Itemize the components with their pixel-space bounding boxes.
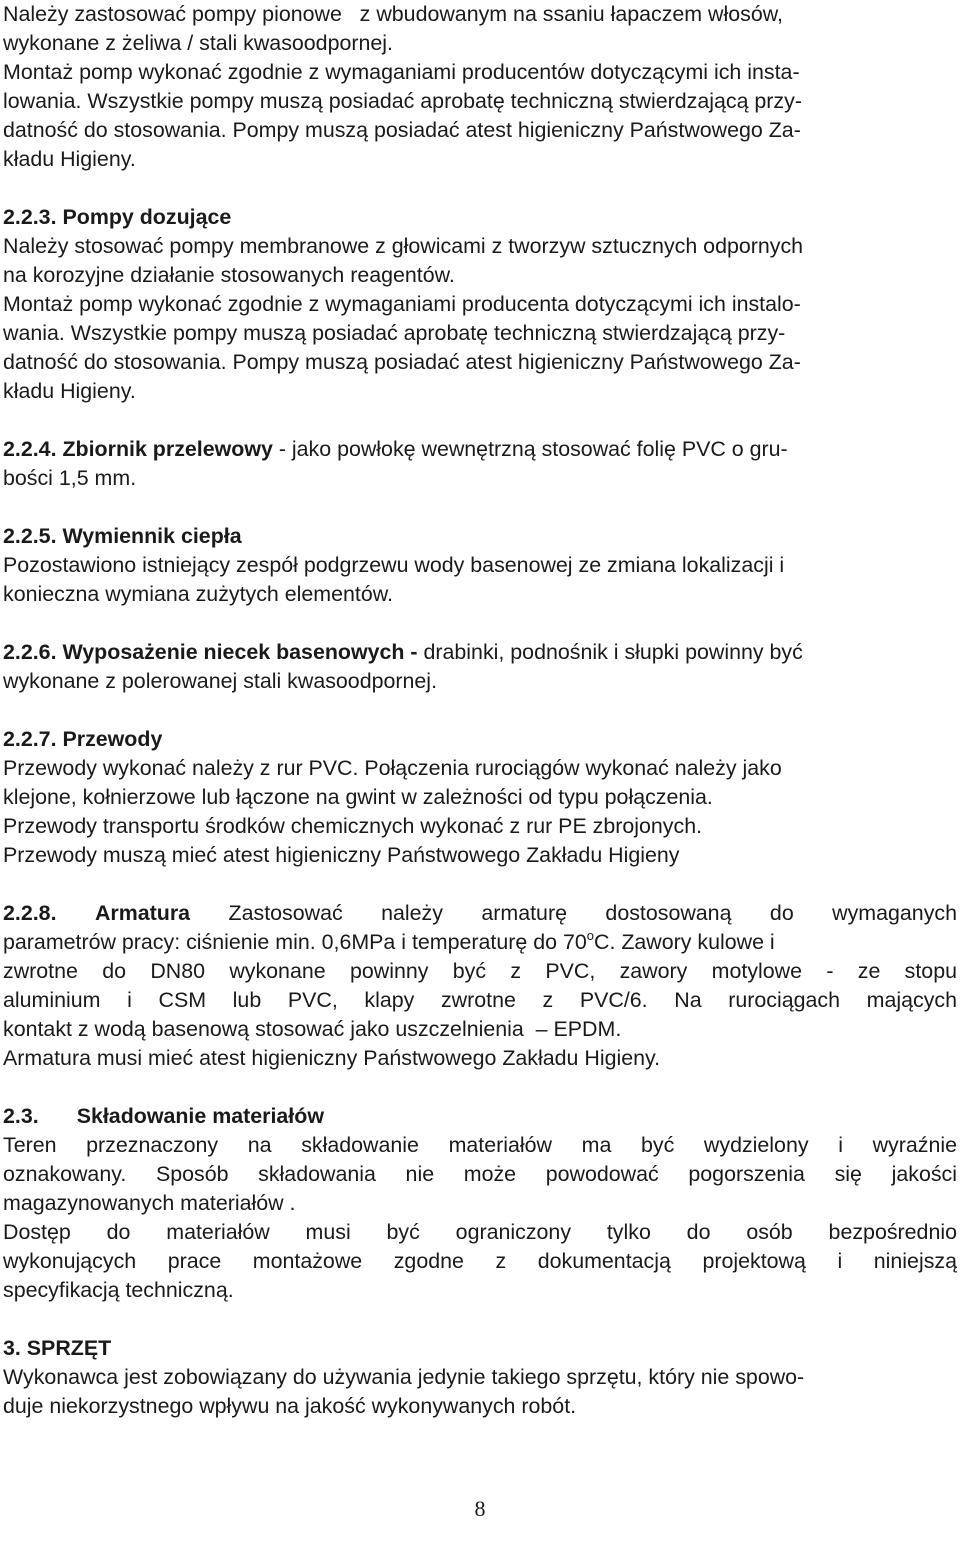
text-line: bości 1,5 mm. [3, 466, 137, 490]
section-heading [3, 522, 957, 551]
text-line: wania. Wszystkie pompy muszą posiadać aprobatę techniczną stwierdzającą przy- [3, 321, 786, 345]
section-heading [3, 203, 957, 232]
text-line: Montaż pomp wykonać zgodnie z wymaganiami producentów dotyczącymi ich insta- [3, 60, 800, 84]
text-run: C. Zawory kulowe i [594, 930, 775, 954]
text-line: Wykonawca jest zobowiązany do używania jedynie takiego sprzętu, który nie spowo- [3, 1365, 805, 1389]
section-2-2-7 [3, 725, 957, 870]
text-line: zwrotne do DN80 wykonane powinny być z PVC, zawory motylowe - ze stopu [3, 959, 957, 983]
section-title: Zbiornik przelewowy [62, 437, 273, 461]
section-heading [3, 638, 957, 667]
text-line: Przewody wykonać należy z rur PVC. Połączenia rurociągów wykonać należy jako [3, 756, 782, 780]
text-line: aluminium i CSM lub PVC, klapy zwrotne z PVC/6. Na rurociągach mających [3, 988, 957, 1012]
section-title: 3. SPRZĘT [3, 1336, 112, 1360]
section-number: 2.2.4. [3, 437, 57, 461]
section-heading [3, 899, 957, 928]
section-number: 2.2.6. [3, 640, 57, 664]
text-run: parametrów pracy: ciśnienie min. 0,6MPa i temperaturę do 70 [3, 930, 587, 954]
text-line: kładu Higieny. [3, 147, 136, 171]
page-number: 8 [474, 1496, 486, 1521]
section-heading [3, 725, 957, 754]
text-line: Należy stosować pompy membranowe z głowicami z tworzyw sztucznych odpornych [3, 234, 804, 258]
text-run: - jako powłokę wewnętrzną stosować folię PVC o gru- [272, 437, 788, 461]
text-line: Należy zastosować pompy pionowe z wbudowanym na ssaniu łapaczem włosów, [3, 2, 783, 26]
text-line: Przewody transportu środków chemicznych wykonać z rur PE zbrojonych. [3, 814, 703, 838]
text-run: Zastosować należy armaturę dostosowaną do wymaganych [190, 901, 957, 925]
section-heading [3, 1102, 957, 1131]
text-line: klejone, kołnierzowe lub łączone na gwint w zależności od typu połączenia. [3, 785, 713, 809]
section-2-3 [3, 1102, 957, 1305]
section-number: 2.2.3. [3, 205, 57, 229]
text-line: specyfikacją techniczną. [3, 1278, 234, 1302]
section-title: Armatura [94, 901, 191, 925]
text-line: oznakowany. Sposób składowania nie może powodować pogorszenia się jakości [3, 1162, 957, 1186]
text-line: Montaż pomp wykonać zgodnie z wymaganiami producenta dotyczącymi ich instalo- [3, 292, 801, 316]
intro-paragraph [3, 0, 957, 174]
text-line: duje niekorzystnego wpływu na jakość wykonywanych robót. [3, 1394, 577, 1418]
text-line: Przewody muszą mieć atest higieniczny Państwowego Zakładu Higieny [3, 843, 680, 867]
text-line: magazynowanych materiałów . [3, 1191, 296, 1215]
section-title: Pompy dozujące [62, 205, 232, 229]
section-number: 2.3. [3, 1104, 39, 1128]
section-heading [3, 435, 957, 464]
text-line: wykonane z żeliwa / stali kwasoodpornej. [3, 31, 393, 55]
text-line: wykonujących prace montażowe zgodne z dokumentacją projektową i niniejszą [3, 1249, 957, 1273]
text-line: na korozyjne działanie stosowanych reagentów. [3, 263, 455, 287]
text-line: konieczna wymiana zużytych elementów. [3, 582, 393, 606]
text-line [3, 928, 957, 957]
text-line: Dostęp do materiałów musi być ograniczony tylko do osób bezpośrednio [3, 1220, 957, 1244]
section-2-2-4 [3, 435, 957, 493]
section-number: 2.2.5. [3, 524, 57, 548]
text-line: lowania. Wszystkie pompy muszą posiadać aprobatę techniczną stwierdzającą przy- [3, 89, 802, 113]
section-number: 2.2.8. [3, 901, 57, 925]
text-line: Pozostawiono istniejący zespół podgrzewu wody basenowej ze zmiana lokalizacji i [3, 553, 785, 577]
section-title: Wyposażenie niecek basenowych - [62, 640, 418, 664]
text-line: datność do stosowania. Pompy muszą posiadać atest higieniczny Państwowego Za- [3, 118, 801, 142]
text-line: Teren przeznaczony na składowanie materiałów ma być wydzielony i wyraźnie [3, 1133, 957, 1157]
section-2-2-6 [3, 638, 957, 696]
text-run: drabinki, podnośnik i słupki powinny być [417, 640, 803, 664]
text-line: datność do stosowania. Pompy muszą posiadać atest higieniczny Państwowego Za- [3, 350, 801, 374]
section-3 [3, 1334, 957, 1421]
section-title: Przewody [62, 727, 163, 751]
section-title: Wymiennik ciepła [62, 524, 242, 548]
document-page [3, 0, 957, 1421]
section-number: 2.2.7. [3, 727, 57, 751]
text-line: kładu Higieny. [3, 379, 136, 403]
text-line: wykonane z polerowanej stali kwasoodpornej. [3, 669, 438, 693]
text-line: kontakt z wodą basenową stosować jako uszczelnienia – EPDM. [3, 1017, 622, 1041]
section-2-2-8 [3, 899, 957, 1073]
section-title: Składowanie materiałów [76, 1104, 324, 1128]
section-2-2-5 [3, 522, 957, 609]
text-line: Armatura musi mieć atest higieniczny Państwowego Zakładu Higieny. [3, 1046, 661, 1070]
section-2-2-3 [3, 203, 957, 406]
section-heading [3, 1334, 957, 1363]
degree-superscript: o [586, 928, 594, 943]
